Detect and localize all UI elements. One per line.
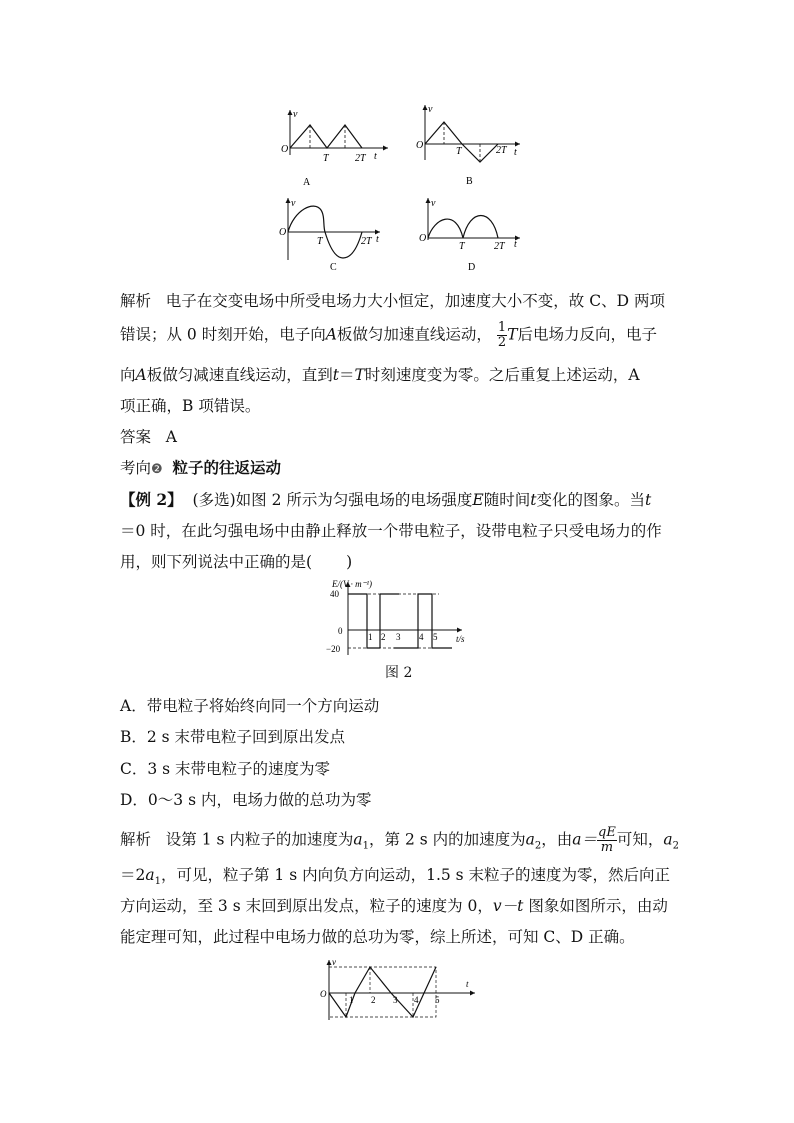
analysis1-text3a: 向 — [120, 366, 136, 384]
section-number-icon: ❷ — [151, 462, 163, 477]
graph-d — [419, 198, 520, 273]
analysis2-label: 解析 — [120, 830, 152, 849]
analysis1-line1 — [120, 289, 665, 311]
graph-c-origin: O — [279, 227, 287, 238]
fraction-num: 1 — [497, 320, 507, 335]
graph-a-origin: O — [281, 144, 289, 155]
vt-origin: O — [320, 989, 327, 999]
period-symbol-2: T — [354, 366, 365, 384]
analysis2-text2b: ，可见，粒子第 1 s 内向负方向运动，1.5 s 末粒子的速度为零，然后向正 — [161, 866, 671, 884]
accel-a1-sub: 1 — [362, 840, 370, 852]
figure2-y-tick-neg20: −20 — [326, 644, 341, 654]
fraction-m: m — [600, 840, 614, 855]
example2-tag: 【例 2】 — [120, 490, 183, 509]
graph-b-tick-T: T — [456, 146, 462, 157]
accel-formula-lhs: a＝ — [572, 830, 598, 849]
analysis2-line2 — [120, 863, 670, 887]
analysis2-text2a: ＝2 — [120, 866, 146, 884]
field-symbol: E — [472, 491, 484, 509]
accel-a1-sub-2: 1 — [154, 876, 161, 888]
analysis2-line3 — [120, 894, 668, 916]
vt-x-tick-1: 1 — [349, 995, 354, 1005]
graph-d-caption: D — [468, 262, 476, 273]
analysis2-text1c: ，由 — [541, 830, 573, 849]
example2-text1c: 变化的图象。当 — [536, 491, 645, 509]
graph-a-caption: A — [303, 177, 311, 188]
example2-line1 — [120, 488, 651, 510]
fraction-qe-m — [597, 826, 617, 855]
vt-x-tick-3: 3 — [393, 995, 398, 1005]
graph-c-tick-2T: 2T — [361, 236, 372, 247]
graph-d-tick-2T: 2T — [494, 241, 505, 252]
fraction-half — [497, 321, 507, 350]
analysis1-line4: 项正确，B 项错误。 — [120, 397, 261, 415]
analysis1-text3b: 板做匀减速直线运动，直到 — [146, 366, 333, 384]
fraction-qe: qE — [598, 825, 616, 840]
example2-line3 — [120, 550, 352, 572]
analysis2-text1d: 可知， — [616, 830, 664, 849]
time-symbol-2: t — [530, 491, 537, 509]
figure2-x-tick-4: 4 — [419, 632, 424, 642]
example2-text3b: ) — [346, 553, 353, 571]
figure2-x-tick-2: 2 — [381, 632, 386, 642]
vt-graph — [315, 955, 485, 1027]
graph-b-t-label: t — [514, 147, 517, 158]
graph-c-tick-T: T — [317, 236, 323, 247]
figure2-y-label: E/(V · m⁻¹) — [332, 579, 373, 589]
graph-b-origin: O — [416, 140, 424, 151]
section-heading — [120, 456, 281, 478]
option-d: D．0～3 s 内，电场力做的总功为零 — [120, 791, 372, 809]
vt-v-label: v — [332, 957, 336, 967]
analysis1-label: 解析 — [120, 292, 152, 310]
analysis1-text2a: 错误；从 0 时刻开始，电子向 — [120, 325, 326, 344]
plate-a-symbol-2: A — [135, 366, 147, 384]
vt-x-tick-2: 2 — [371, 995, 376, 1005]
graph-c — [279, 198, 380, 273]
analysis1-line2 — [120, 321, 657, 350]
time-symbol: t — [332, 366, 339, 384]
vt-x-tick-4: 4 — [414, 995, 419, 1005]
accel-a1-2: a — [145, 866, 155, 884]
vt-t-label: t — [466, 979, 469, 989]
figure2-x-tick-5: 5 — [433, 632, 438, 642]
section-title: 粒子的往返运动 — [172, 458, 282, 477]
accel-a1: a — [353, 830, 363, 849]
analysis1-text1: 电子在交变电场中所受电场力大小恒定，加速度大小不变，故 C、D 两项 — [165, 292, 665, 310]
example2-text3a: 用，则下列说法中正确的是( — [120, 553, 313, 571]
graph-d-t-label: t — [514, 239, 517, 250]
graph-a-tick-2T: 2T — [355, 153, 366, 164]
time-symbol-3: t — [644, 491, 652, 509]
analysis2-text1b: ，第 2 s 内的加速度为 — [369, 830, 526, 849]
plate-a-symbol: A — [325, 325, 337, 344]
option-c: C．3 s 末带电粒子的速度为零 — [120, 760, 331, 778]
accel-a2-sub-2: 2 — [672, 840, 679, 852]
velocity-graphs-options — [270, 100, 530, 280]
option-b: B．2 s 末带电粒子回到原出发点 — [120, 728, 346, 746]
equals-sign: ＝ — [338, 366, 355, 384]
analysis2-text3: 方向运动，至 3 s 末回到原出发点，粒子的速度为 0， — [120, 897, 493, 915]
period-symbol: T — [507, 325, 518, 344]
analysis1-text2c: 后电场力反向，电子 — [517, 325, 658, 344]
vt-series — [329, 967, 436, 1017]
analysis2-text1a: 设第 1 s 内粒子的加速度为 — [165, 830, 354, 849]
analysis2-line1 — [120, 826, 679, 855]
graph-b-tick-2T: 2T — [496, 145, 507, 156]
graph-d-origin: O — [419, 233, 427, 244]
graph-a-t-label: t — [374, 151, 377, 162]
option-a: A．带电粒子将始终向同一个方向运动 — [120, 697, 380, 715]
analysis1-text3c: 时刻速度变为零。之后重复上述运动，A — [364, 366, 640, 384]
figure2-caption: 图 2 — [385, 665, 413, 681]
fraction-den: 2 — [497, 335, 507, 350]
graph-a-v-label: v — [293, 109, 298, 120]
figure2-y-tick-0: 0 — [338, 626, 343, 636]
accel-a2-2: a — [663, 830, 673, 849]
example2-text1a: (多选)如图 2 所示为匀强电场的电场强度 — [192, 491, 473, 509]
vt-x-tick-5: 5 — [435, 995, 440, 1005]
example2-line2: ＝0 时，在此匀强电场中由静止释放一个带电粒子，设带电粒子只受电场力的作 — [120, 522, 662, 540]
analysis1-text2b: 板做匀加速直线运动， — [336, 325, 492, 344]
figure2-x-label: t/s — [456, 634, 465, 644]
graph-b-v-label: v — [428, 104, 433, 115]
graph-c-caption: C — [330, 262, 337, 273]
figure2-x-tick-1: 1 — [368, 632, 373, 642]
graph-d-tick-T: T — [459, 241, 465, 252]
answer1-value: A — [165, 428, 177, 446]
accel-a2: a — [525, 830, 535, 849]
figure2-e-t-graph — [322, 576, 482, 660]
answer1-label: 答案 — [120, 428, 152, 446]
accel-a2-sub: 2 — [534, 840, 542, 852]
graph-c-t-label: t — [376, 234, 379, 245]
analysis2-text3b: 图象如图所示，由动 — [523, 897, 668, 915]
graph-a-tick-T: T — [323, 153, 329, 164]
vt-symbol: v－t — [492, 897, 524, 915]
graph-b-caption: B — [466, 176, 473, 187]
figure2-x-tick-3: 3 — [396, 632, 401, 642]
analysis2-line4: 能定理可知，此过程中电场力做的总功为零，综上所述，可知 C、D 正确。 — [120, 928, 635, 946]
figure2-y-tick-40: 40 — [330, 589, 339, 599]
graph-a — [281, 109, 388, 188]
example2-text1b: 随时间 — [483, 491, 531, 509]
analysis1-line3 — [120, 363, 640, 385]
answer1 — [120, 425, 177, 447]
graph-b — [416, 104, 520, 187]
section-label: 考向 — [120, 459, 152, 477]
graph-c-v-label: v — [291, 198, 296, 209]
graph-d-v-label: v — [431, 198, 436, 209]
